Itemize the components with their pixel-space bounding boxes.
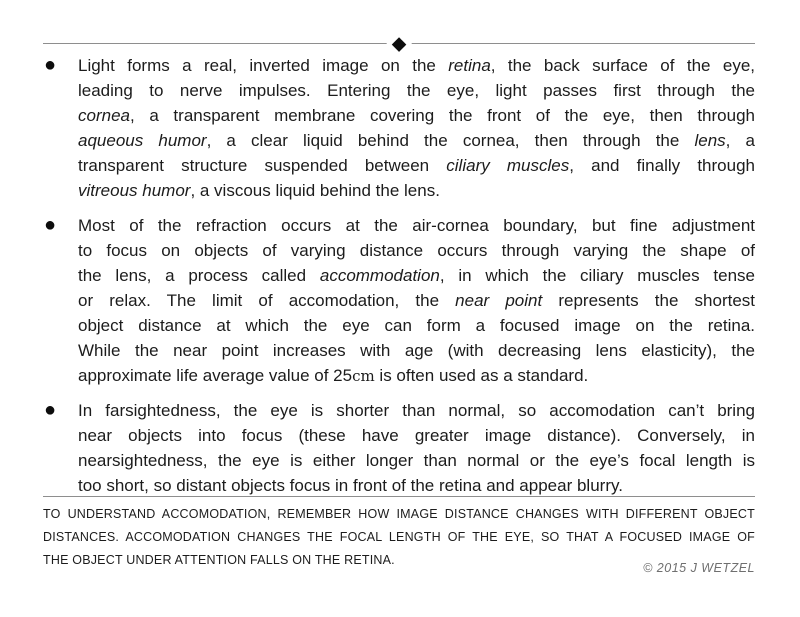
bullet-text-line: the lens, a process called accommodation, in which the ciliary muscles tense (78, 266, 755, 285)
bullet-text-line: transparent structure suspended between ciliary muscles, and finally through (78, 156, 755, 175)
footnote-line: TO UNDERSTAND ACCOMODATION, REMEMBER HOW IMAGE DISTANCE CHANGES WITH DIFFERENT OBJECT (43, 507, 755, 521)
bullet-text-line: near objects into focus (these have greater image distance). Conversely, in (78, 426, 755, 445)
bullet-text-line: too short, so distant objects focus in front of the retina and appear blurry. (78, 476, 623, 495)
bullet-icon: ● (44, 54, 57, 76)
bullet-text-line: to focus on objects of varying distance occurs through varying the shape of (78, 241, 755, 260)
bullet-text-line: Light forms a real, inverted image on the retina, the back surface of the eye, (78, 56, 755, 75)
bottom-divider (43, 496, 755, 497)
bullet-text-line: Most of the refraction occurs at the air-cornea boundary, but fine adjustment (78, 216, 755, 235)
copyright-notice: © 2015 J WETZEL (643, 561, 755, 575)
bullet-item (43, 398, 755, 498)
bullet-text-line: aqueous humor, a clear liquid behind the cornea, then through the lens, a (78, 131, 755, 150)
diamond-ornament-icon: ◆ (387, 34, 412, 53)
bullet-text-line: approximate life average value of 25cm is often used as a standard. (78, 366, 589, 385)
footnote-line: THE OBJECT UNDER ATTENTION FALLS ON THE RETINA. (43, 553, 395, 567)
bullet-item (43, 213, 755, 388)
bullet-text-line: In farsightedness, the eye is shorter than normal, so accomodation can’t bring (78, 401, 755, 420)
bullet-icon: ● (44, 214, 57, 236)
bullet-icon: ● (44, 399, 57, 421)
top-divider (43, 33, 755, 54)
footnote-line: DISTANCES. ACCOMODATION CHANGES THE FOCAL LENGTH OF THE EYE, SO THAT A FOCUSED IMAGE OF (43, 530, 755, 544)
bullet-list (43, 53, 755, 508)
bullet-text-line: While the near point increases with age (with decreasing lens elasticity), the (78, 341, 755, 360)
bullet-text-line: object distance at which the eye can form a focused image on the retina. (78, 316, 755, 335)
bullet-text-line: or relax. The limit of accomodation, the near point represents the shortest (78, 291, 755, 310)
bullet-item (43, 53, 755, 203)
bullet-text-line: leading to nerve impulses. Entering the eye, light passes first through the (78, 81, 755, 100)
bullet-text-line: nearsightedness, the eye is either longer than normal or the eye’s focal length is (78, 451, 755, 470)
bullet-text-line: cornea, a transparent membrane covering the front of the eye, then through (78, 106, 755, 125)
bullet-text-line: vitreous humor, a viscous liquid behind the lens. (78, 181, 440, 200)
